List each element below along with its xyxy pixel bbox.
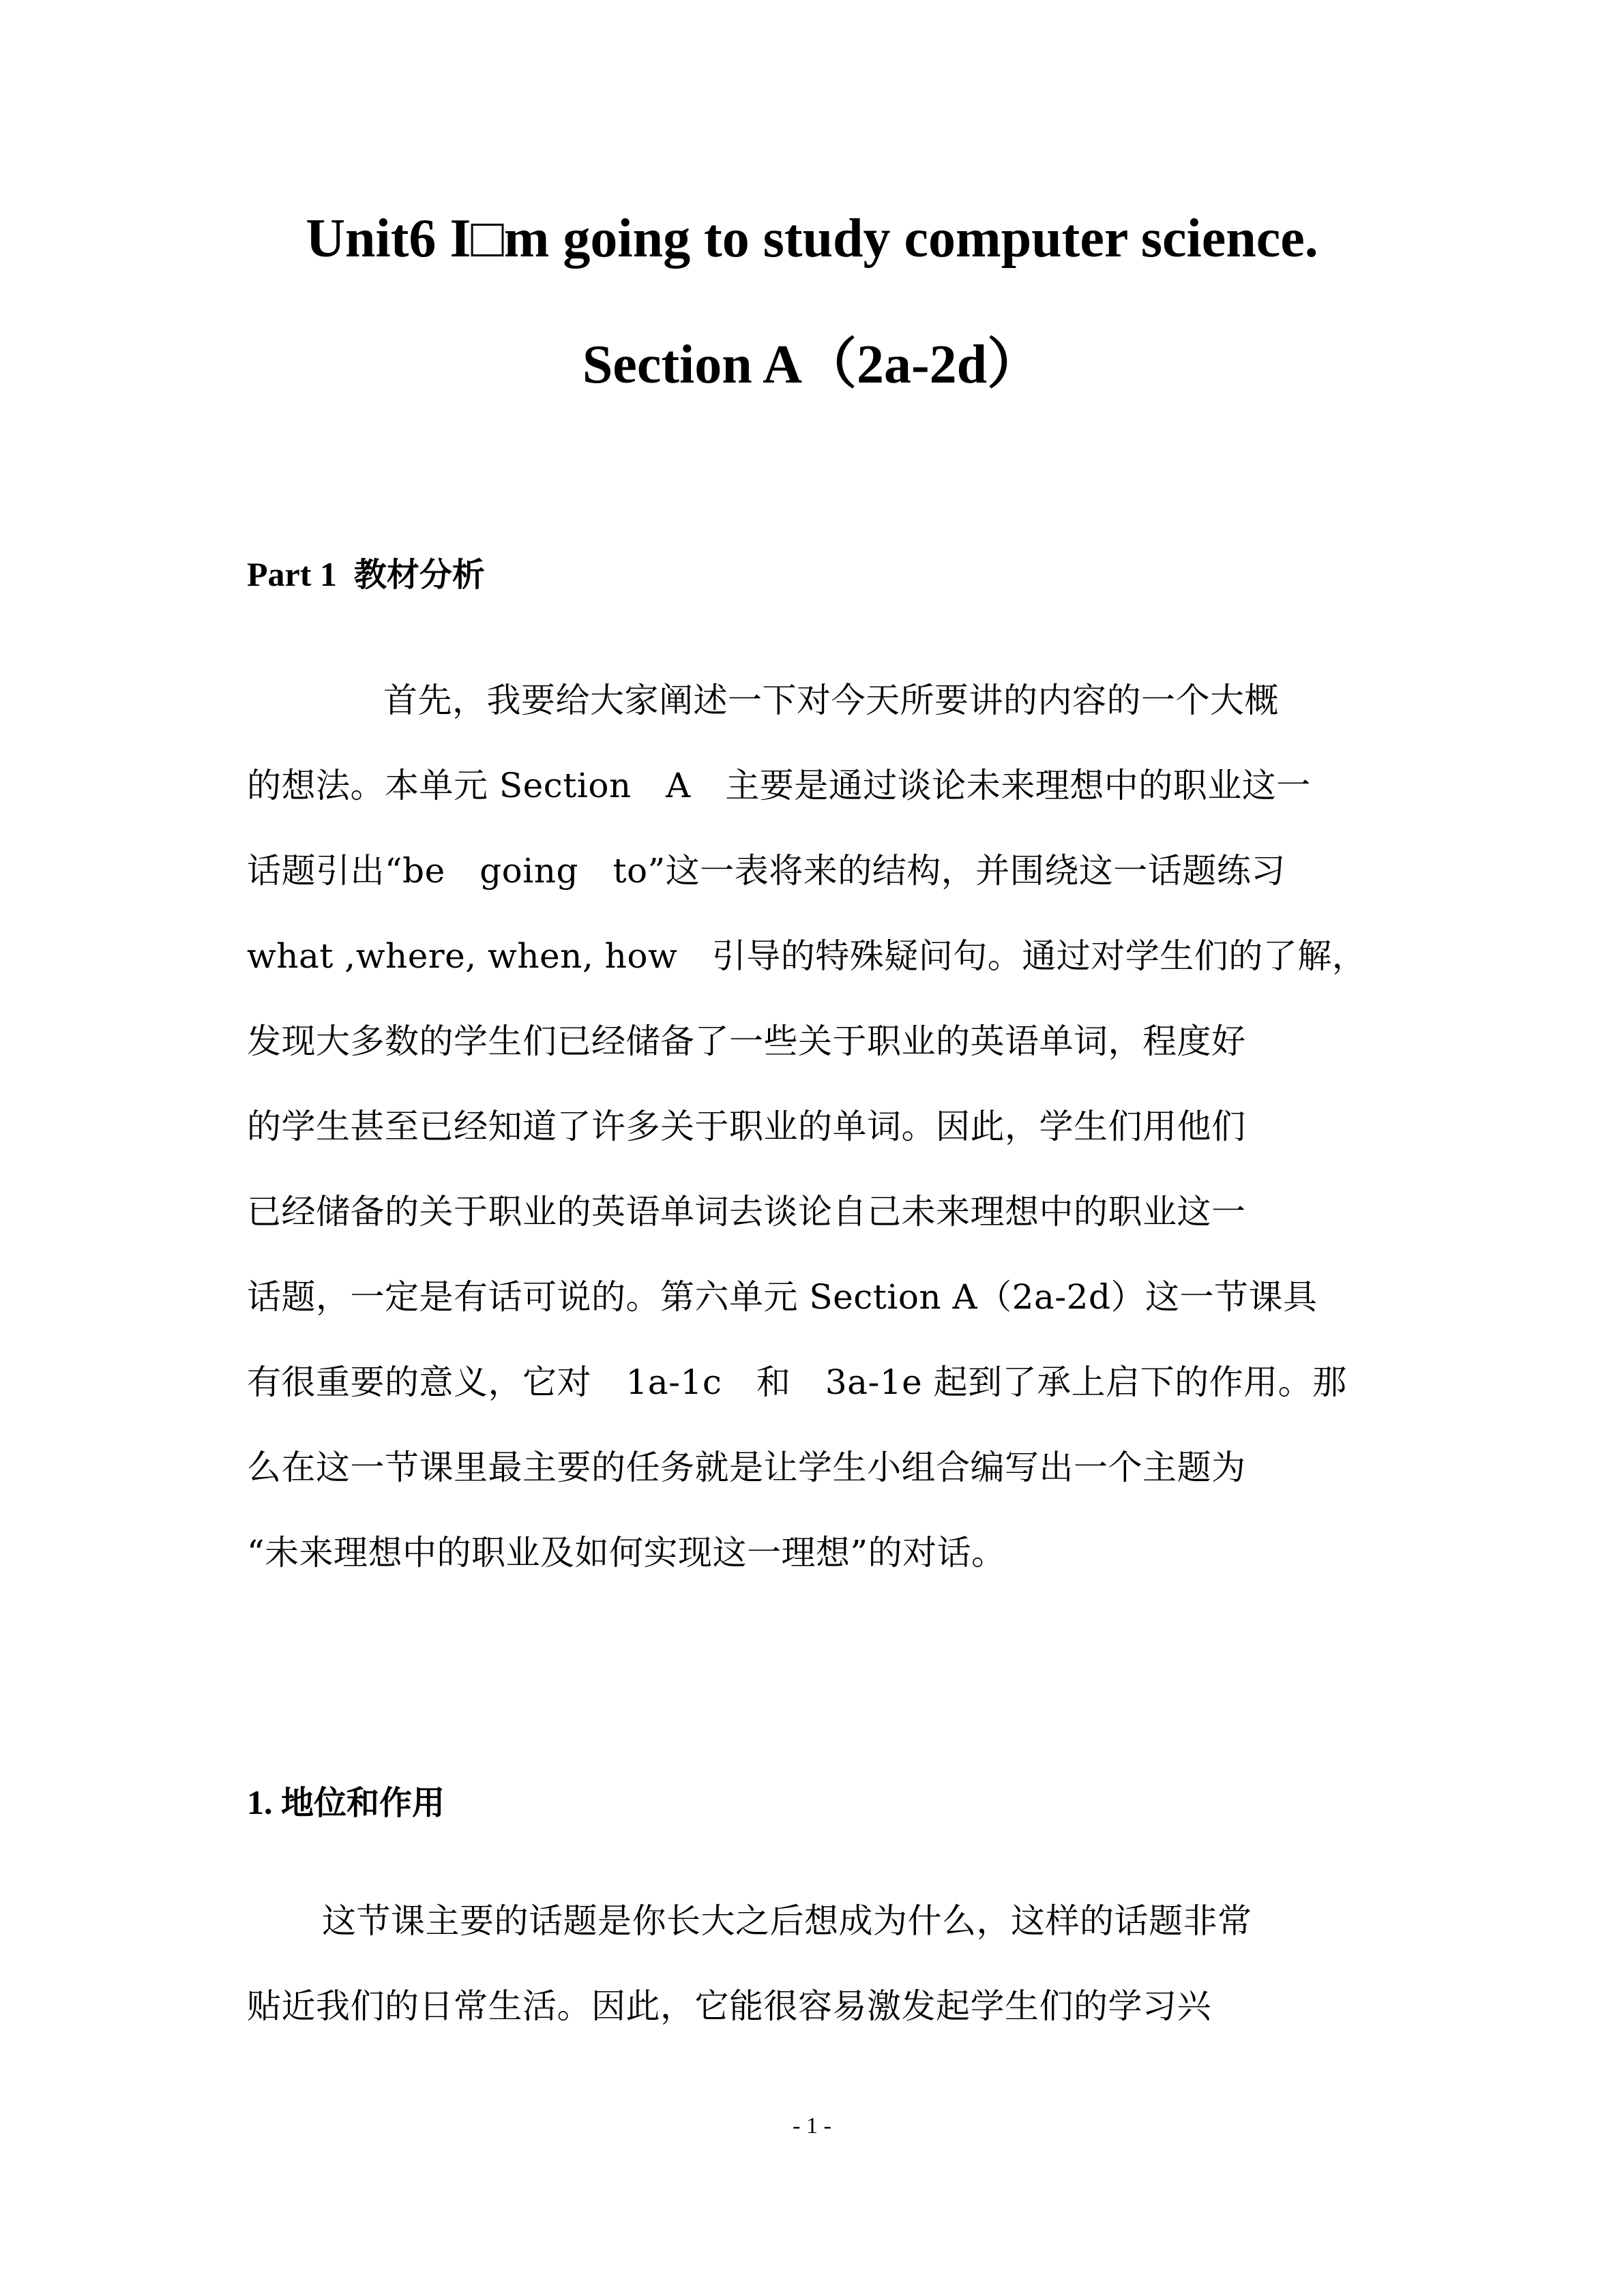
paragraph-line: 这节课主要的话题是你长大之后想成为什么，这样的话题非常 <box>322 1901 1252 1941</box>
section1-heading <box>247 1778 445 1827</box>
paragraph-line: 话题引出“be going to”这一表将来的结构，并围绕这一话题练习 <box>247 851 1286 891</box>
paragraph-line: 么在这一节课里最主要的任务就是让学生小组合编写出一个主题为 <box>247 1448 1246 1487</box>
document-title: Unit6 I□m going to study computer science. <box>306 209 1318 269</box>
paragraph-line: “未来理想中的职业及如何实现这一理想”的对话。 <box>247 1533 1006 1572</box>
part1-heading <box>247 550 485 599</box>
part1-title: 教材分析 <box>353 556 485 594</box>
section1-title: 地位和作用 <box>281 1784 445 1822</box>
section1-paragraph <box>247 1879 1386 2049</box>
paragraph-line: what ,where, when, how 引导的特殊疑问句。通过对学生们的了解， <box>247 936 1367 976</box>
document-subtitle: Section A（2a-2d） <box>582 335 1042 395</box>
part1-label: Part 1 <box>247 555 337 593</box>
paragraph-line: 已经储备的关于职业的英语单词去谈论自己未来理想中的职业这一 <box>247 1192 1246 1232</box>
page-number: - 1 - <box>793 2113 831 2138</box>
paragraph-line: 首先，我要给大家阐述一下对今天所要讲的内容的一个大概 <box>383 681 1279 720</box>
paragraph-line: 贴近我们的日常生活。因此，它能很容易激发起学生们的学习兴 <box>247 1986 1211 2026</box>
part1-paragraph <box>247 658 1386 1596</box>
paragraph-line: 有很重要的意义，它对 1a-1c 和 3a-1e 起到了承上启下的作用。那 <box>247 1362 1347 1402</box>
section1-label: 1. <box>247 1783 273 1821</box>
paragraph-line: 的想法。本单元 Section A 主要是通过谈论未来理想中的职业这一 <box>247 766 1311 805</box>
paragraph-line: 的学生甚至已经知道了许多关于职业的单词。因此，学生们用他们 <box>247 1107 1246 1146</box>
paragraph-line: 话题，一定是有话可说的。第六单元 Section A（2a-2d）这一节课具 <box>247 1277 1318 1317</box>
paragraph-line: 发现大多数的学生们已经储备了一些关于职业的英语单词，程度好 <box>247 1022 1246 1061</box>
